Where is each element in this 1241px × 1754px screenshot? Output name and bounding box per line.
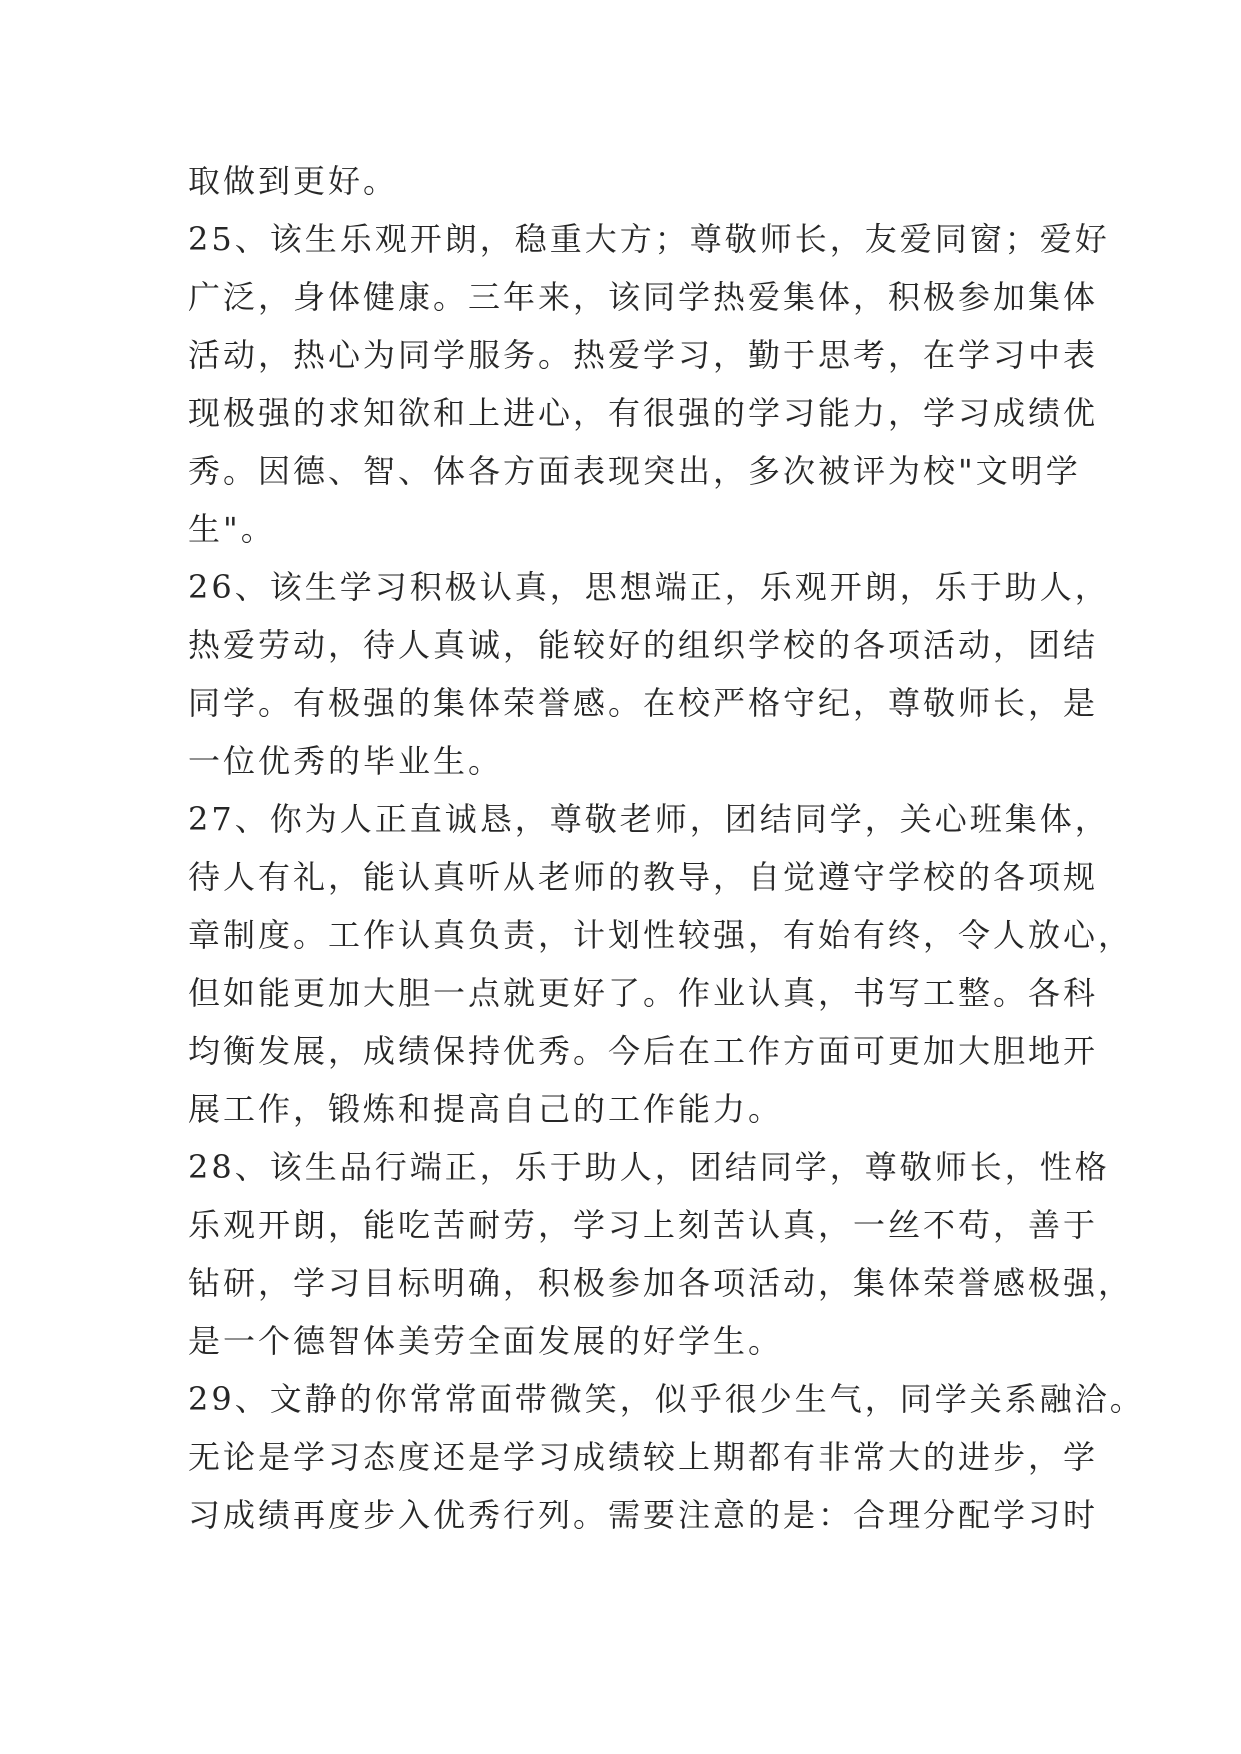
text-line: 取做到更好。 xyxy=(188,162,399,200)
text-line: 27、你为人正直诚恳，尊敬老师，团结同学，关心班集体， xyxy=(188,800,1110,838)
text-line: 25、该生乐观开朗，稳重大方；尊敬师长，友爱同窗；爱好 xyxy=(188,220,1110,258)
text-line: 均衡发展，成绩保持优秀。今后在工作方面可更加大胆地开 xyxy=(188,1032,1099,1070)
text-line: 乐观开朗，能吃苦耐劳，学习上刻苦认真，一丝不苟，善于 xyxy=(188,1206,1099,1244)
text-line: 秀。因德、智、体各方面表现突出，多次被评为校"文明学 xyxy=(188,452,1081,490)
text-line: 无论是学习态度还是学习成绩较上期都有非常大的进步，学 xyxy=(188,1438,1099,1476)
text-line: 章制度。工作认真负责，计划性较强，有始有终，令人放心， xyxy=(188,916,1134,954)
text-line: 钻研，学习目标明确，积极参加各项活动，集体荣誉感极强， xyxy=(188,1264,1134,1302)
document-body xyxy=(188,152,1145,1544)
text-line: 生"。 xyxy=(188,510,276,548)
text-line: 待人有礼，能认真听从老师的教导，自觉遵守学校的各项规 xyxy=(188,858,1099,896)
text-line: 是一个德智体美劳全面发展的好学生。 xyxy=(188,1322,784,1360)
text-line: 习成绩再度步入优秀行列。需要注意的是：合理分配学习时 xyxy=(188,1496,1099,1534)
text-line: 热爱劳动，待人真诚，能较好的组织学校的各项活动，团结 xyxy=(188,626,1099,664)
text-line: 展工作，锻炼和提高自己的工作能力。 xyxy=(188,1090,784,1128)
text-line: 29、文静的你常常面带微笑，似乎很少生气，同学关系融洽。 xyxy=(188,1380,1145,1418)
text-line: 活动，热心为同学服务。热爱学习，勤于思考，在学习中表 xyxy=(188,336,1099,374)
text-line: 广泛，身体健康。三年来，该同学热爱集体，积极参加集体 xyxy=(188,278,1099,316)
text-line: 现极强的求知欲和上进心，有很强的学习能力，学习成绩优 xyxy=(188,394,1099,432)
text-line: 28、该生品行端正，乐于助人，团结同学，尊敬师长，性格 xyxy=(188,1148,1110,1186)
text-line: 26、该生学习积极认真，思想端正，乐观开朗，乐于助人， xyxy=(188,568,1110,606)
text-line: 但如能更加大胆一点就更好了。作业认真，书写工整。各科 xyxy=(188,974,1099,1012)
text-line: 一位优秀的毕业生。 xyxy=(188,742,504,780)
text-line: 同学。有极强的集体荣誉感。在校严格守纪，尊敬师长，是 xyxy=(188,684,1099,722)
